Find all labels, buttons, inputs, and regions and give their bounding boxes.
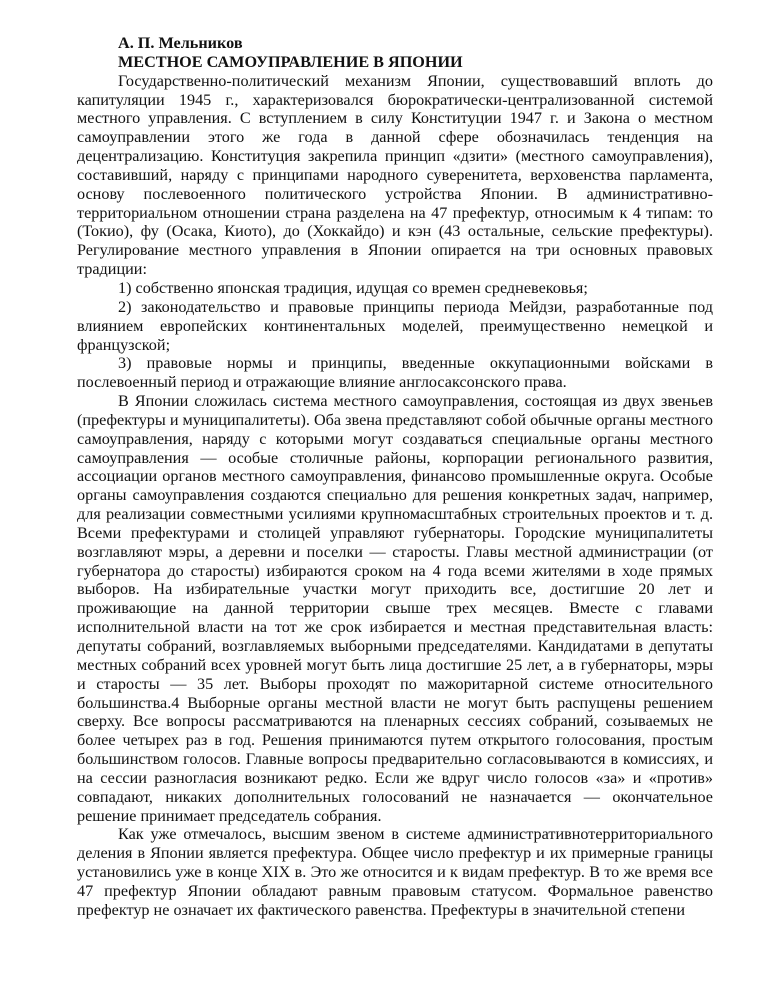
paragraph-tradition-1: 1) собственно японская традиция, идущая со времен средневековья; <box>118 278 588 297</box>
paragraph-system: В Японии сложилась система местного самоуправления, состоящая из двух звеньев (префектуры и муниципалитеты). Оба звена представляют собой обычные органы местного самоуправления, наряду с которыми могут создаваться специальные органы местного самоуправления — особые столичные районы, корпорации регионального развития, ассоциации органов местного самоуправления, финансово промышленные округа. Особые органы самоуправления создаются специально для решения конкретных задач, например, для реализации совместными усилиями крупномасштабных строительных проектов и т. д. Всеми префектурами и столицей управляют губернаторы. Городские муниципалитеты возглавляют мэры, а деревни и поселки — старосты. Главы местной администрации (от губернатора до старосты) избираются сроком на 4 года всеми жителями в ходе прямых выборов. На избирательные участки могут приходить все, достигшие 20 лет и проживающие на данной территории свыше трех месяцев. Вместе с главами исполнительной власти на тот же срок избирается и местная представительная власть: депутаты собраний, возглавляемых выборными председателями. Кандидатами в депутаты местных собраний всех уровней могут быть лица достигшие 25 лет, а в губернаторы, мэры и старосты — 35 лет. Выборы проходят по мажоритарной системе относительного большинства.4 Выборные органы местной власти не могут быть распущены решением сверху. Все вопросы рассматриваются на пленарных сессиях собраний, созываемых не более четырех раз в год. Решения принимаются путем открытого голосования, простым большинством голосов. Главные вопросы предварительно согласовываются в комиссиях, и на сессии разногласия возникают редко. Если же вдруг число голосов «за» и «против» совпадают, никаких дополнительных голосований не назначается — окончательное решение принимает председатель собрания. <box>77 392 713 825</box>
paragraph-tradition-2: 2) законодательство и правовые принципы периода Мейдзи, разработанные под влиянием европейских континентальных моделей, преимущественно немецкой и французской; <box>77 297 713 354</box>
paragraph-intro: Государственно-политический механизм Японии, существовавший вплоть до капитуляции 1945 г., характеризовался бюрократически-централизованной системой местного управления. С вступлением в силу Конституции 1947 г. и Закона о местном самоуправлении этого же года в данной сфере обозначилась тенденция на децентрализацию. Конституция закрепила принцип «дзити» (местного самоуправления), составивший, наряду с принципами народного суверенитета, верховенства парламента, основу послевоенного политического устройства Японии. В административно-территориальном отношении страна разделена на 47 префектур, относимым к 4 типам: то (Токио), фу (Осака, Киото), до (Хоккайдо) и кэн (43 остальные, сельские префектуры). Регулирование местного управления в Японии опирается на три основных правовых традиции: <box>77 71 713 279</box>
article-title: МЕСТНОЕ САМОУПРАВЛЕНИЕ В ЯПОНИИ <box>118 52 463 71</box>
author-name: А. П. Мельников <box>118 34 243 52</box>
paragraph-prefectures: Как уже отмечалось, высшим звеном в системе административнотерриториального деления в Японии является префектура. Общее число префектур и их примерные границы установились уже в конце XIX в. Это же относится и к видам префектур. В то же время все 47 префектур Японии обладают равным правовым статусом. Формальное равенство префектур не означает их фактического равенства. Префектуры в значительной степени <box>77 825 713 919</box>
paragraph-tradition-3: 3) правовые нормы и принципы, введенные оккупационными войсками в послевоенный период и отражающие влияние англосаксонского права. <box>77 354 713 392</box>
document-page <box>77 34 713 920</box>
